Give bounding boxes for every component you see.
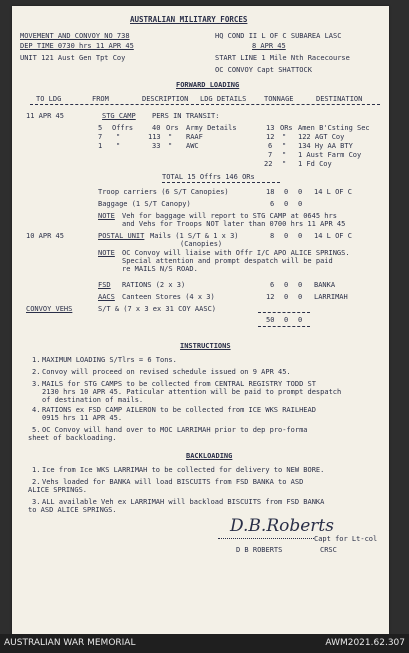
note2-line2: Special attention and prompt despatch will be paid — [122, 257, 333, 265]
signature-rule — [218, 538, 314, 539]
tonnage-total: 0 — [298, 316, 303, 324]
pers-cell: " — [168, 142, 173, 150]
tonnage-total: 50 — [266, 316, 275, 324]
from-fsd: FSD — [98, 281, 111, 289]
pers-cell: 13 — [266, 124, 275, 132]
unit: UNIT 121 Aust Gen Tpt Coy — [20, 54, 126, 62]
backloading-title: BACKLOADING — [186, 452, 233, 460]
note1-line1: Veh for baggage will report to STG CAMP at 0645 hrs — [122, 212, 337, 220]
pers-cell: 1 — [98, 142, 103, 150]
signatory-name: D B ROBERTS — [236, 546, 283, 554]
entry2-desc: POSTAL UNIT — [98, 232, 145, 240]
tonnage: 0 — [298, 281, 303, 289]
doc-date: 8 APR 45 — [252, 42, 286, 50]
tonnage: 0 — [284, 188, 289, 196]
pers-cell: AWC — [186, 142, 199, 150]
tonnage: 8 — [270, 232, 275, 240]
pers-cell: 122 AGT Coy — [298, 133, 345, 141]
header-rule — [30, 104, 380, 105]
instr-text: 2130 hrs 10 APR 45. Paticular attention will be paid to prompt despatch — [42, 388, 342, 396]
tonnage-total: 0 — [284, 316, 289, 324]
movement-number: MOVEMENT AND CONVOY NO 738 — [20, 32, 130, 40]
instr-num: 4. — [32, 406, 41, 414]
back-text: to ASD ALICE SPRINGS. — [28, 506, 117, 514]
pers-cell: RAAF — [186, 133, 203, 141]
pers-cell: 7 — [98, 133, 103, 141]
total-rule — [162, 182, 280, 183]
instr-text: 0915 hrs 11 APR 45. — [42, 414, 123, 422]
instr-text: MAILS for STG CAMPS to be collected from CENTRAL REGISTRY TODD ST — [42, 380, 316, 388]
instructions-title: INSTRUCTIONS — [180, 342, 231, 350]
sum-rule-bottom — [258, 326, 310, 327]
start-line: START LINE 1 Mile Nth Racecourse — [215, 54, 350, 62]
dep-time: DEP TIME 0730 hrs 11 APR 45 — [20, 42, 134, 50]
pers-cell: 1 Fd Coy — [298, 160, 332, 168]
entry2-det: Mails (1 S/T & 1 x 3) — [150, 232, 239, 240]
tonnage: 6 — [270, 281, 275, 289]
pers-cell: 1 Aust Farm Coy — [298, 151, 362, 159]
instr-num: 3. — [32, 380, 41, 388]
instr-text: RATIONS ex FSD CAMP AILERON to be collected from ICE WKS RAILHEAD — [42, 406, 316, 414]
pers-cell: " — [116, 133, 121, 141]
note2-line3: re MAILS N/S ROAD. — [122, 265, 198, 273]
pers-cell: Amen B'Csting Sec — [298, 124, 370, 132]
signature-capacity: Capt for Lt-col — [314, 535, 378, 543]
oc-convoy: OC CONVOY Capt SHATTOCK — [215, 66, 312, 74]
tonnage: 12 — [266, 293, 275, 301]
handwritten-signature: D.B.Roberts — [230, 516, 334, 536]
loading-title: FORWARD LOADING — [176, 81, 240, 89]
pers-cell: 22 — [264, 160, 273, 168]
note1-line2: and Vehs for Troops NOT later than 0700 hrs 11 APR 45 — [122, 220, 346, 228]
col-description: DESCRIPTION — [142, 95, 189, 103]
col-tonnage: TONNAGE — [264, 95, 294, 103]
pers-cell: Offrs — [112, 124, 134, 132]
instr-text: of destination of mails. — [42, 396, 144, 404]
pers-cell: 40 — [152, 124, 161, 132]
back-num: 3. — [32, 498, 41, 506]
pers-cell: 12 — [266, 133, 275, 141]
pers-total: TOTAL 15 Offrs 146 ORs — [162, 173, 255, 181]
pers-cell: " — [168, 133, 173, 141]
instr-text: Convoy will proceed on revised schedule issued on 9 APR 45. — [42, 368, 291, 376]
note2-line1: OC Convoy will liaise with Offr I/C APO ALICE SPRINGS. — [122, 249, 350, 257]
pers-cell: " — [282, 133, 287, 141]
signatory-role: CRSC — [320, 546, 337, 554]
tonnage: 0 — [284, 281, 289, 289]
destination: 14 L OF C — [314, 188, 352, 196]
instr-num: 5. — [32, 426, 41, 434]
pers-cell: 6 — [268, 142, 273, 150]
tonnage: 18 — [266, 188, 275, 196]
instr-num: 2. — [32, 368, 41, 376]
document-page — [12, 6, 389, 634]
back-text: Vehs loaded for BANKA will load BISCUITS from FSD BANKA to ASD — [42, 478, 304, 486]
entry1-date: 11 APR 45 — [26, 112, 64, 120]
back-text: ALICE SPRINGS. — [28, 486, 88, 494]
col-to-ldg: TO LDG — [36, 95, 62, 103]
pers-cell: ORs — [280, 124, 293, 132]
document-title: AUSTRALIAN MILITARY FORCES — [130, 15, 248, 24]
destination: LARRIMAH — [314, 293, 348, 301]
instr-num: 1. — [32, 356, 41, 364]
entry1-dest: PERS IN TRANSIT: — [152, 112, 220, 120]
tonnage: 0 — [298, 188, 303, 196]
archive-footer — [0, 634, 409, 653]
pers-cell: 33 — [152, 142, 161, 150]
col-from: FROM — [92, 95, 109, 103]
note-label: NOTE — [98, 212, 115, 220]
pers-cell: " — [282, 151, 287, 159]
pers-cell: 134 Hy AA BTY — [298, 142, 353, 150]
pers-cell: 113 — [148, 133, 161, 141]
col-ldg-details: LDG DETAILS — [200, 95, 247, 103]
back-text: Ice from Ice WKS LARRIMAH to be collected for delivery to NEW BORE. — [42, 466, 325, 474]
convoy-vehs: S/T & (7 x 3 ex 31 COY AASC) — [98, 305, 217, 313]
troop-carriers: Troop carriers (6 S/T Canopies) — [98, 188, 229, 196]
entry2-det2: (Canopies) — [180, 240, 223, 248]
rations: RATIONS (2 x 3) — [122, 281, 186, 289]
back-num: 1. — [32, 466, 41, 474]
tonnage: 6 — [270, 200, 275, 208]
col-destination: DESTINATION — [316, 95, 363, 103]
pers-cell: " — [282, 160, 287, 168]
canteen-stores: Canteen Stores (4 x 3) — [122, 293, 215, 301]
tonnage: 0 — [298, 200, 303, 208]
entry1-desc: STG CAMP — [102, 112, 136, 120]
destination: BANKA — [314, 281, 336, 289]
pers-cell: Army Details — [186, 124, 237, 132]
back-num: 2. — [32, 478, 41, 486]
destination: 14 L OF C — [314, 232, 352, 240]
archive-id: AWM2021.62.307 — [325, 638, 405, 648]
hq-line: HQ COND II L OF C SUBAREA LASC — [215, 32, 342, 40]
convoy-vehs-label: CONVOY VEHS — [26, 305, 73, 313]
tonnage: 0 — [298, 293, 303, 301]
pers-cell: " — [282, 142, 287, 150]
instr-text: MAXIMUM LOADING S/Tlrs = 6 Tons. — [42, 356, 177, 364]
pers-cell: 5 — [98, 124, 103, 132]
tonnage: 0 — [298, 232, 303, 240]
pers-cell: Ors — [166, 124, 179, 132]
instr-text: OC Convoy will hand over to MOC LARRIMAH prior to dep pro-forma — [42, 426, 308, 434]
pers-cell: " — [116, 142, 121, 150]
tonnage: 0 — [284, 293, 289, 301]
pers-cell: 7 — [268, 151, 273, 159]
tonnage: 0 — [284, 200, 289, 208]
back-text: ALL available Veh ex LARRIMAH will backload BISCUITS from FSD BANKA — [42, 498, 325, 506]
sum-rule-top — [258, 312, 310, 313]
note-label: NOTE — [98, 249, 115, 257]
tonnage: 0 — [284, 232, 289, 240]
from-aacs: AACS — [98, 293, 115, 301]
baggage: Baggage (1 S/T Canopy) — [98, 200, 191, 208]
instr-text: sheet of backloading. — [28, 434, 117, 442]
archive-name: AUSTRALIAN WAR MEMORIAL — [4, 638, 136, 648]
entry2-date: 10 APR 45 — [26, 232, 64, 240]
